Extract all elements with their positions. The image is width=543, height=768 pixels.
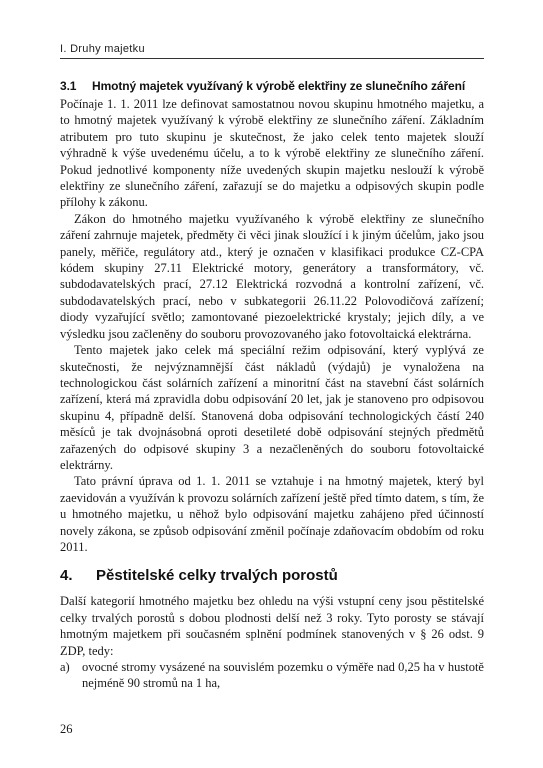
section-heading [60, 567, 484, 585]
section-title: Pěstitelské celky trvalých porostů [96, 567, 338, 585]
section-number: 3.1 [60, 79, 77, 93]
paragraph: Tento majetek jako celek má speciální režim odpisování, který vyplývá ze skutečnosti, že nejvýznamnější část nákladů (výdajů) je vynaložena na technologickou část solárních zařízení a minoritní část na stavební část solárních zařízení, která má zpravidla dobu odpisování 20 let, jak je stanoveno pro odpisovou skupinu 4, případně delší. Stanovená doba odpisování technologických částí 240 měsíců je tak dvojnásobná oproti desetileté době odpisování stejných předmětů zařazených do odpisové skupiny 3 a nezačleněných do souboru fotovoltaické elektrárny. [60, 343, 484, 472]
section-heading [60, 78, 484, 94]
running-head: I. Druhy majetku [60, 43, 145, 55]
page-number: 26 [60, 722, 73, 736]
section-number: 4. [60, 567, 73, 585]
paragraph: Zákon do hmotného majetku využívaného k výrobě elektřiny ze slunečního záření zahrnuje majetek, předměty či věci jinak sloužící i k jiným účelům, jako jsou panely, měřiče, regulátory atd., který je označen v klasifikaci produkce CZ-CPA kódem skupiny 27.11 Elektrické motory, generátory a transformátory, vč. subdodavatelských prací, 27.12 Elektrická rozvodná a kontrolní zařízení, vč. subdodavatelských prací, nebo v subkategorii 26.11.22 Polovodičová zařízení; diody vyzařující světlo; zamontované piezoelektrické krystaly; jejich díly, a ve výsledku jsou začleněny do souboru provozovaného jako fotovoltaická elektrárna. [60, 211, 484, 341]
list-item [60, 659, 484, 692]
paragraph: Tato právní úprava od 1. 1. 2011 se vztahuje i na hmotný majetek, který byl zaevidován a využíván k provozu solárních zařízení ještě před tímto datem, s tím, že u hmotného majetku, u něhož bylo odpisování majetku zahájeno před účinností novely zákona, se způsob odpisování změnil počínaje zdaňovacím obdobím od roku 2011. [60, 474, 484, 554]
condition-list [60, 659, 484, 692]
list-item-label: a) [60, 660, 70, 674]
header-rule [60, 58, 484, 59]
list-item-text: ovocné stromy vysázené na souvislém pozemku o výměře nad 0,25 ha v hustotě nejméně 90 stromů na 1 ha, [82, 660, 484, 691]
section-title: Hmotný majetek využívaný k výrobě elektřiny ze slunečního záření [92, 79, 466, 93]
paragraph: Počínaje 1. 1. 2011 lze definovat samostatnou novou skupinu hmotného majetku, a to hmotný majetek využívaný k výrobě elektřiny ze slunečního záření. Základním atributem pro tuto skupinu je skutečnost, že jako celek tento majetek slouží výhradně k výše uvedenému účelu, a to k výrobě elektřiny ze slunečního záření. Pokud jednotlivé komponenty níže uvedených skupin majetku neslouží k výrobě elektřiny ze slunečního záření, zařazují se do majetku a odpisových skupin podle přílohy k zákonu. [60, 97, 484, 210]
paragraph: Další kategorií hmotného majetku bez ohledu na výši vstupní ceny jsou pěstitelské celky trvalých porostů s dobou plodnosti delší než 3 roky. Tyto porosty se stávají hmotným majetkem při současném splnění podmínek stanovených v § 26 odst. 9 ZDP, tedy: [60, 594, 484, 658]
page-content [60, 78, 484, 692]
